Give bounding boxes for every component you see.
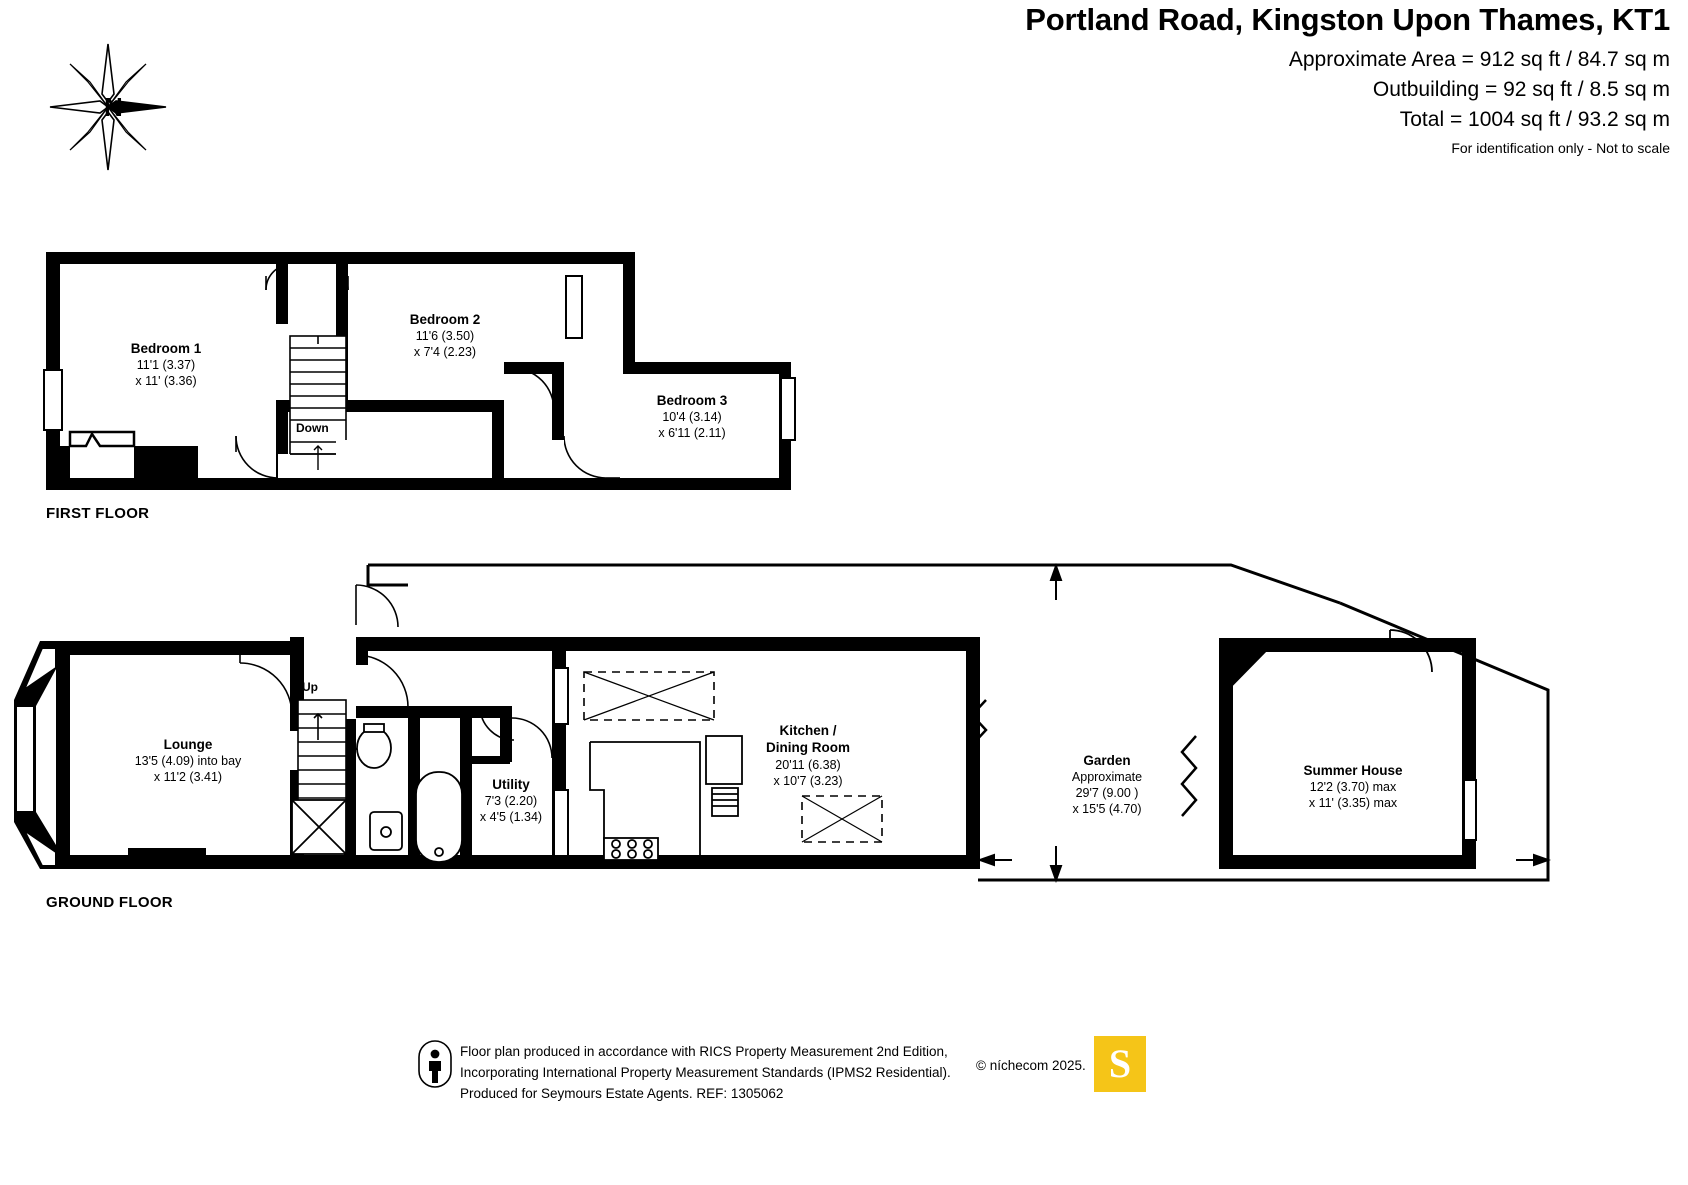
room-dimension-2: x 11'2 (3.41) [153, 770, 223, 785]
area-dimension-2: x 15'5 (4.70) [1072, 802, 1142, 817]
room-dimension-1: 20'11 (6.38) [775, 757, 841, 772]
room-summer-house [1258, 762, 1448, 811]
accessibility-person-icon [418, 1040, 452, 1088]
room-dimension-1: 10'4 (3.14) [662, 410, 722, 425]
outbuilding-area-text: Outbuilding = 92 sq ft / 8.5 sq m [1372, 78, 1670, 101]
footer-disclaimer [460, 1042, 951, 1105]
stairs-up-label: Up [302, 680, 318, 694]
svg-text:N: N [104, 92, 123, 122]
room-dimension-1: 7'3 (2.20) [484, 794, 538, 809]
footer-copyright: © níchecom 2025. [976, 1058, 1086, 1073]
room-name: Lounge [163, 737, 213, 752]
area-dimension-1: 29'7 (9.00 ) [1075, 786, 1139, 801]
disclaimer-text: For identification only - Not to scale [1451, 140, 1670, 156]
footer-line-2: Incorporating International Property Measurement Standards (IPMS2 Residential). [460, 1064, 951, 1080]
room-name: Utility [492, 777, 530, 792]
room-dimension-1: 11'6 (3.50) [415, 329, 475, 344]
room-utility [448, 776, 574, 825]
room-dimension-2: x 4'5 (1.34) [479, 810, 543, 825]
room-name: Summer House [1303, 763, 1403, 778]
page-title: Portland Road, Kingston Upon Thames, KT1 [1025, 2, 1670, 37]
room-dimension-2: x 11' (3.35) max [1308, 796, 1398, 811]
area-garden [1022, 752, 1192, 817]
room-name: Bedroom 1 [130, 341, 202, 356]
room-dimension-1: 12'2 (3.70) max [1309, 780, 1397, 795]
room-name: Bedroom 2 [409, 312, 481, 327]
room-kitchen-dining [718, 722, 898, 789]
room-dimension-2: x 11' (3.36) [135, 374, 197, 389]
total-area-text: Total = 1004 sq ft / 93.2 sq m [1399, 108, 1670, 131]
approximate-area-text: Approximate Area = 912 sq ft / 84.7 sq m [1288, 48, 1670, 71]
footer-line-1: Floor plan produced in accordance with RICS Property Measurement 2nd Edition, [460, 1044, 948, 1059]
room-name-line2: Dining Room [766, 740, 850, 756]
first-floor-label: FIRST FLOOR [46, 505, 150, 522]
room-dimension-2: x 10'7 (3.23) [773, 773, 843, 788]
room-dimension-1: 11'1 (3.37) [136, 358, 196, 373]
seymours-logo: S [1094, 1036, 1146, 1092]
area-name: Garden [1083, 753, 1131, 768]
room-dimension-2: x 6'11 (2.11) [658, 426, 726, 441]
room-name: Kitchen / [779, 723, 837, 738]
area-subtitle: Approximate [1071, 770, 1143, 785]
room-lounge [98, 736, 278, 785]
stairs-down-label: Down [296, 421, 329, 435]
room-dimension-2: x 7'4 (2.23) [413, 345, 477, 360]
footer-line-3: Produced for Seymours Estate Agents. REF: 1305062 [460, 1085, 784, 1101]
ground-floor-label: GROUND FLOOR [46, 894, 173, 911]
room-dimension-1: 13'5 (4.09) into bay [134, 754, 242, 769]
room-name: Bedroom 3 [656, 393, 728, 408]
